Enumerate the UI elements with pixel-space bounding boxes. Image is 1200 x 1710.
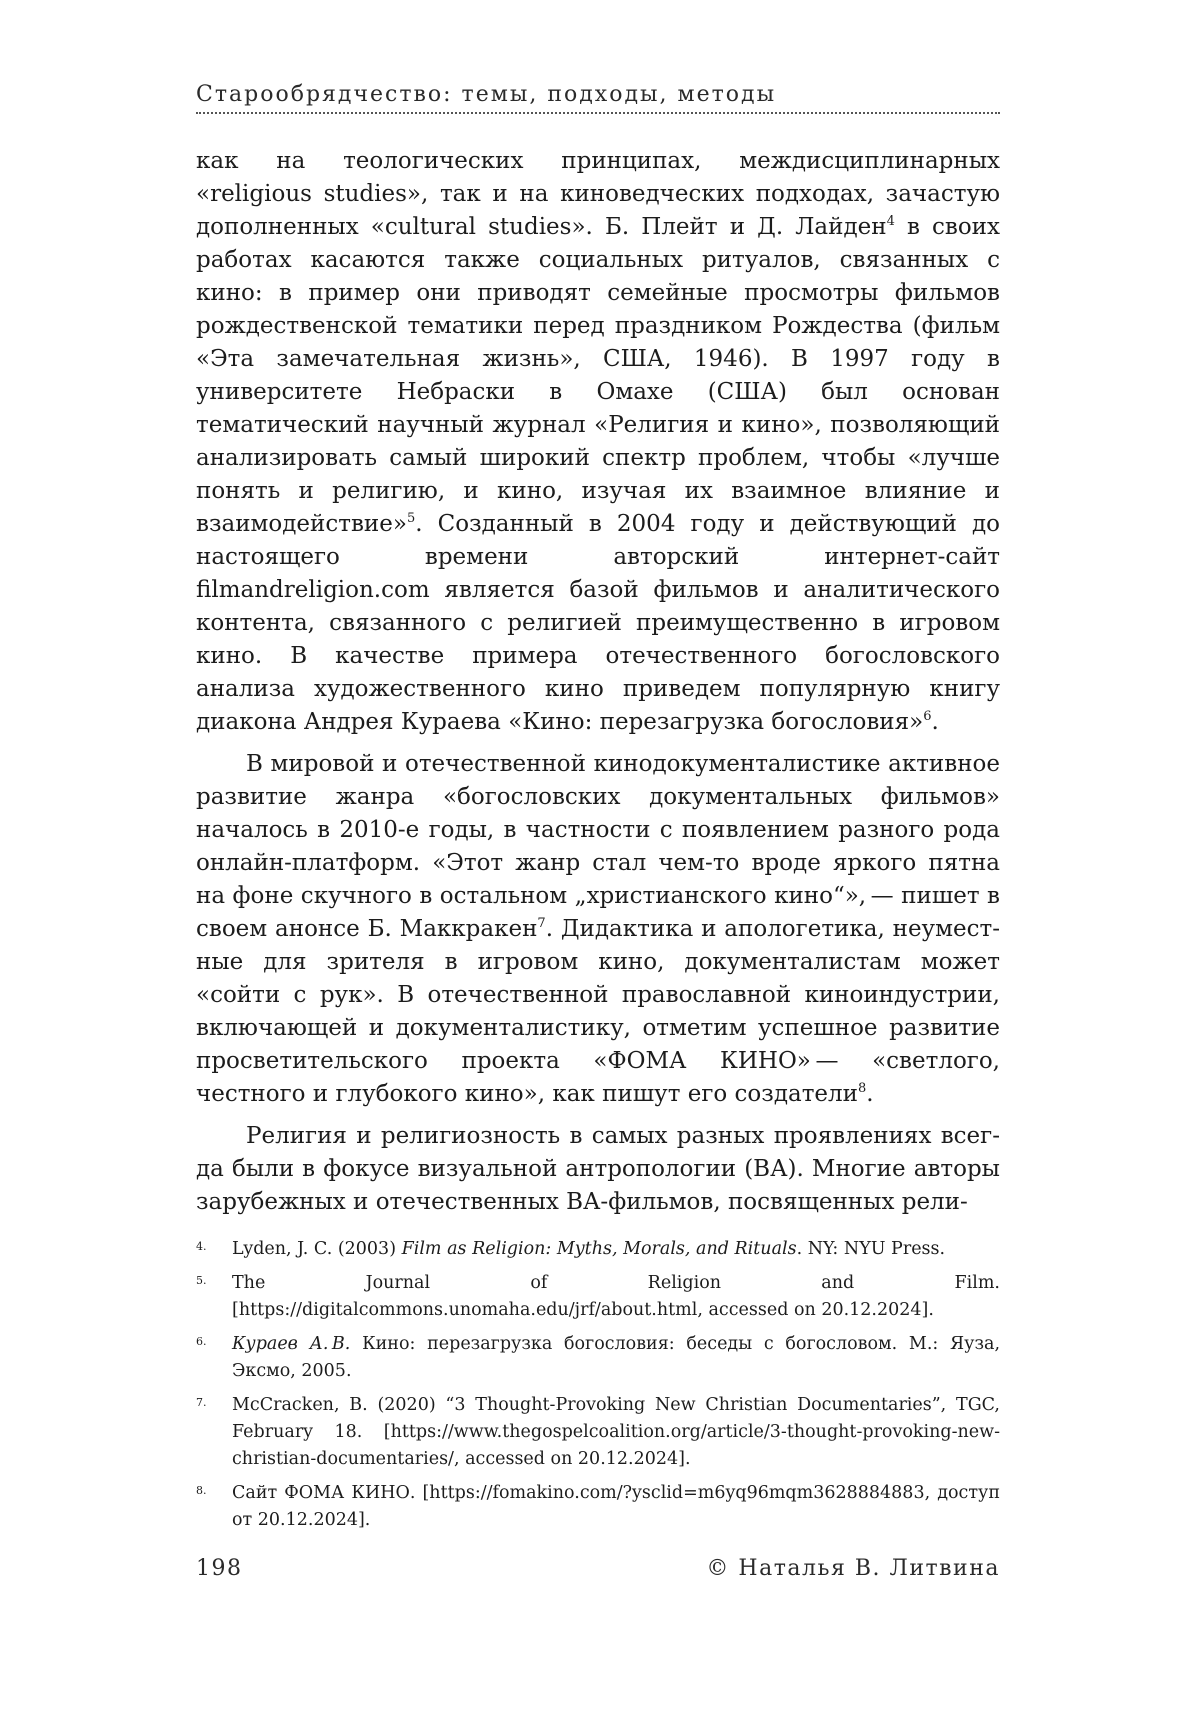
footnote-text-part: . NY: NYU Press. bbox=[796, 1239, 946, 1259]
footnote-item bbox=[196, 1270, 1000, 1324]
paragraph-text: как на теологических принципах, междисциплинарных «religious studies», так и на киноведческих подходах, зачастую дополненных «cultural studies». Б. Плейт и Д. Лайден bbox=[196, 148, 1000, 240]
footnote-number: 4. bbox=[196, 1240, 207, 1253]
paragraph-text: В мировой и отечественной кинодокументалистике активное развитие жанра «богословских документальных фильмов» началось в 2010-е годы, в частности с появлением разного рода онлайн-платформ. «Этот жанр стал чем-то вроде яркого пятна на фоне скучного в остальном „христианского кино“», — пишет в своем анонсе Б. Маккракен bbox=[196, 751, 1000, 942]
footnote-item bbox=[196, 1331, 1000, 1385]
copyright-author: © Наталья В. Литвина bbox=[706, 1556, 1000, 1581]
footnote-item bbox=[196, 1480, 1000, 1534]
footnote-item bbox=[196, 1236, 1000, 1263]
footnote-ref-8[interactable]: 8 bbox=[857, 1081, 867, 1096]
paragraph-text: в своих работах касаются также социальных ритуалов, связанных с кино: в пример они приводят семейные просмотры фильмов рождественской тематики перед праздником Рождества (фильм «Эта замечательная жизнь», США, 1946). В 1997 году в университете Небраски в Омахе (США) был основан тематический научный журнал «Религия и кино», позволяющий анализировать самый широкий спектр проблем, чтобы «лучше понять и религию, и кино, изучая их взаимное влияние и взаимодействие» bbox=[196, 214, 1000, 537]
footnote-number: 8. bbox=[196, 1484, 207, 1497]
footnote-text-part: Lyden, J. C. (2003) bbox=[232, 1239, 402, 1259]
footnote-text bbox=[232, 1236, 1000, 1263]
header-dotted-rule bbox=[196, 112, 1000, 114]
footnote-text-part: Кино: перезагрузка богословия: беседы с богословом. М.: Яуза, Эксмо, 2005. bbox=[232, 1334, 1001, 1381]
footnote-ref-6[interactable]: 6 bbox=[923, 709, 932, 724]
paragraph-text: . Созданный в 2004 году и действующий до настоящего времени авторский интернет-сайт filmandreligion.com является базой фильмов и аналитического контента, связанного с религией преимущественно в игровом кино. В качестве примера отечественного богословского анализа художественного кино приведем популярную книгу диакона Андрея Кураева «Кино: перезагрузка богословия» bbox=[196, 511, 1000, 735]
footnotes bbox=[196, 1236, 1000, 1541]
footnote-italic-title: Film as Religion: Myths, Morals, and Rituals bbox=[401, 1239, 797, 1259]
footnote-number: 6. bbox=[196, 1335, 207, 1348]
paragraph-2 bbox=[196, 748, 1000, 1111]
running-header: Старообрядчество: темы, подходы, методы bbox=[196, 82, 777, 107]
footnote-text-part: The Journal of Religion and Film. [https://digitalcommons.unomaha.edu/jrf/about.html, accessed on 20.12.2024]. bbox=[232, 1273, 1000, 1320]
paragraph-3 bbox=[196, 1120, 1000, 1219]
footnote-ref-4[interactable]: 4 bbox=[886, 214, 895, 229]
footnote-text-part: Сайт ФОМА КИНО. [https://fomakino.com/?ysclid=m6yq96mqm3628884883, доступ от 20.12.2024]. bbox=[232, 1483, 1000, 1530]
paragraph-text: . bbox=[931, 709, 939, 735]
footnote-text bbox=[232, 1270, 1000, 1324]
footnote-ref-7[interactable]: 7 bbox=[537, 916, 546, 931]
page-number: 198 bbox=[196, 1556, 243, 1581]
paragraph-1 bbox=[196, 145, 1000, 739]
footnote-ref-5[interactable]: 5 bbox=[406, 511, 416, 526]
footnote-text-part: McCracken, B. (2020) “3 Thought-Provoking New Christian Documentaries”, TGC, February 18. [https://www.thegospelcoalition.org/article/3-thought-provoking-new-christian-documentaries/, accessed on 20.12.2024]. bbox=[232, 1395, 1000, 1469]
footnote-text bbox=[232, 1480, 1000, 1534]
paragraph-text: Религия и религиозность в самых разных проявлениях всегда были в фокусе визуальной антропологии (ВА). Многие авторы зарубежных и отечественных ВА-фильмов, посвященных рели- bbox=[196, 1123, 1000, 1215]
paragraph-text: . bbox=[866, 1081, 874, 1107]
main-text bbox=[196, 145, 1000, 1219]
footnote-number: 7. bbox=[196, 1396, 207, 1409]
footnote-text bbox=[232, 1331, 1000, 1385]
paragraph-text: . Дидактика и апологетика, неуместные для зрителя в игровом кино, документалистам может «сойти с рук». В отечественной православной киноиндустрии, включающей и документалистику, отметим успешное развитие просветительского проекта «ФОМА КИНО» — «светлого, честного и глубокого кино», как пишут его создатели bbox=[196, 916, 1000, 1107]
footnote-number: 5. bbox=[196, 1274, 207, 1287]
footnote-italic-author: Кураев А. В. bbox=[232, 1334, 351, 1354]
footnote-item bbox=[196, 1392, 1000, 1473]
footnote-text bbox=[232, 1392, 1000, 1473]
